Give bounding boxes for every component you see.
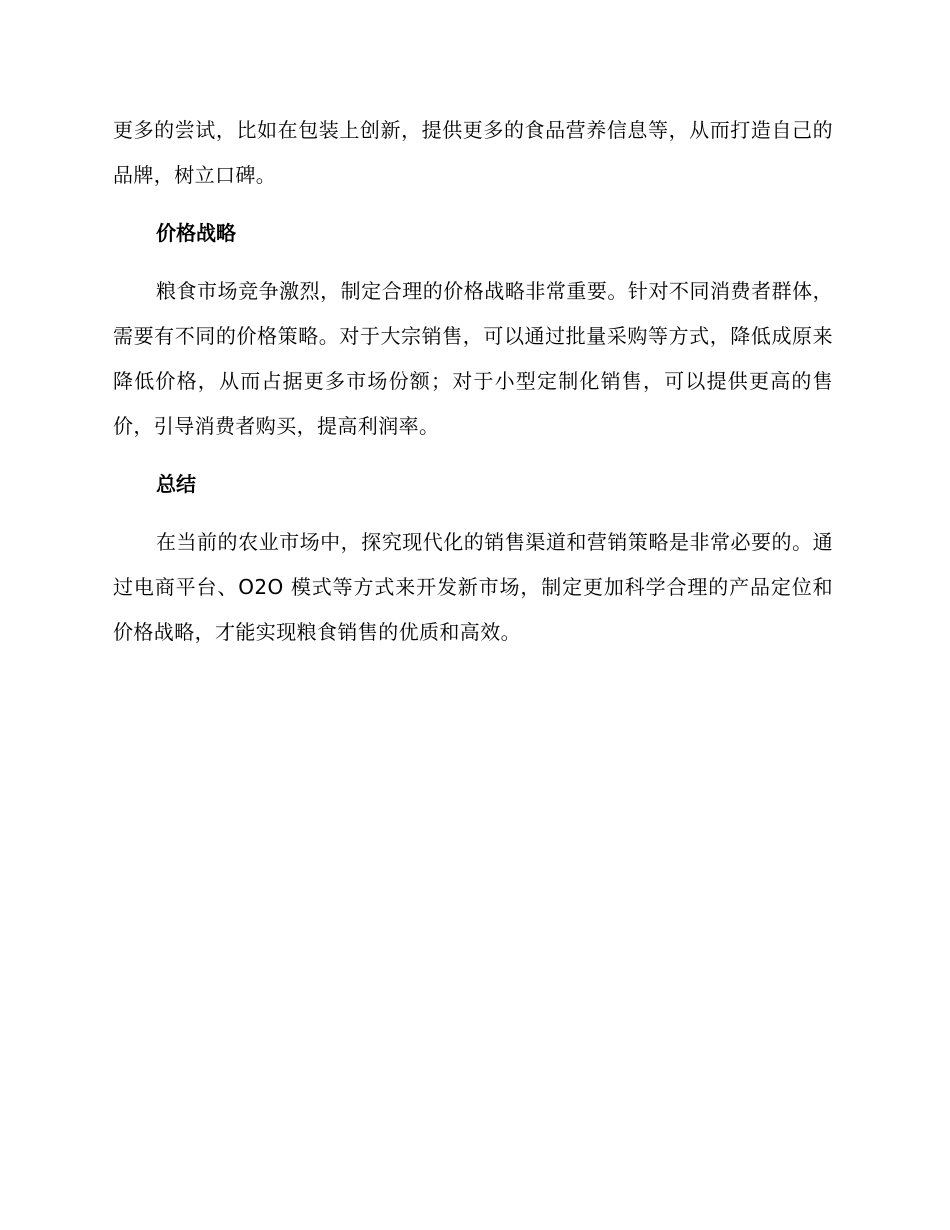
spacer [113,256,833,269]
section-heading-pricing: 价格战略 [156,221,236,245]
intro-paragraph: 更多的尝试，比如在包装上创新，提供更多的食品营养信息等，从而打造自己的品牌，树立口碑。 [113,118,833,187]
document-body [113,108,833,655]
spacer [113,449,833,462]
section-paragraph-pricing: 粮食市场竞争激烈，制定合理的价格战略非常重要。针对不同消费者群体，需要有不同的价格策略。对于大宗销售，可以通过批量采购等方式，降低成原来降低价格，从而占据更多市场份额；对于小型定制化销售，可以提供更高的售价，引导消费者购买，提高利润率。 [113,279,833,438]
section-heading-summary: 总结 [156,472,196,496]
spacer [113,507,833,520]
section-paragraph-summary: 在当前的农业市场中，探究现代化的销售渠道和营销策略是非常必要的。通过电商平台、O2O 模式等方式来开发新市场，制定更加科学合理的产品定位和价格战略，才能实现粮食销售的优质和高效。 [113,530,833,644]
spacer [113,198,833,211]
